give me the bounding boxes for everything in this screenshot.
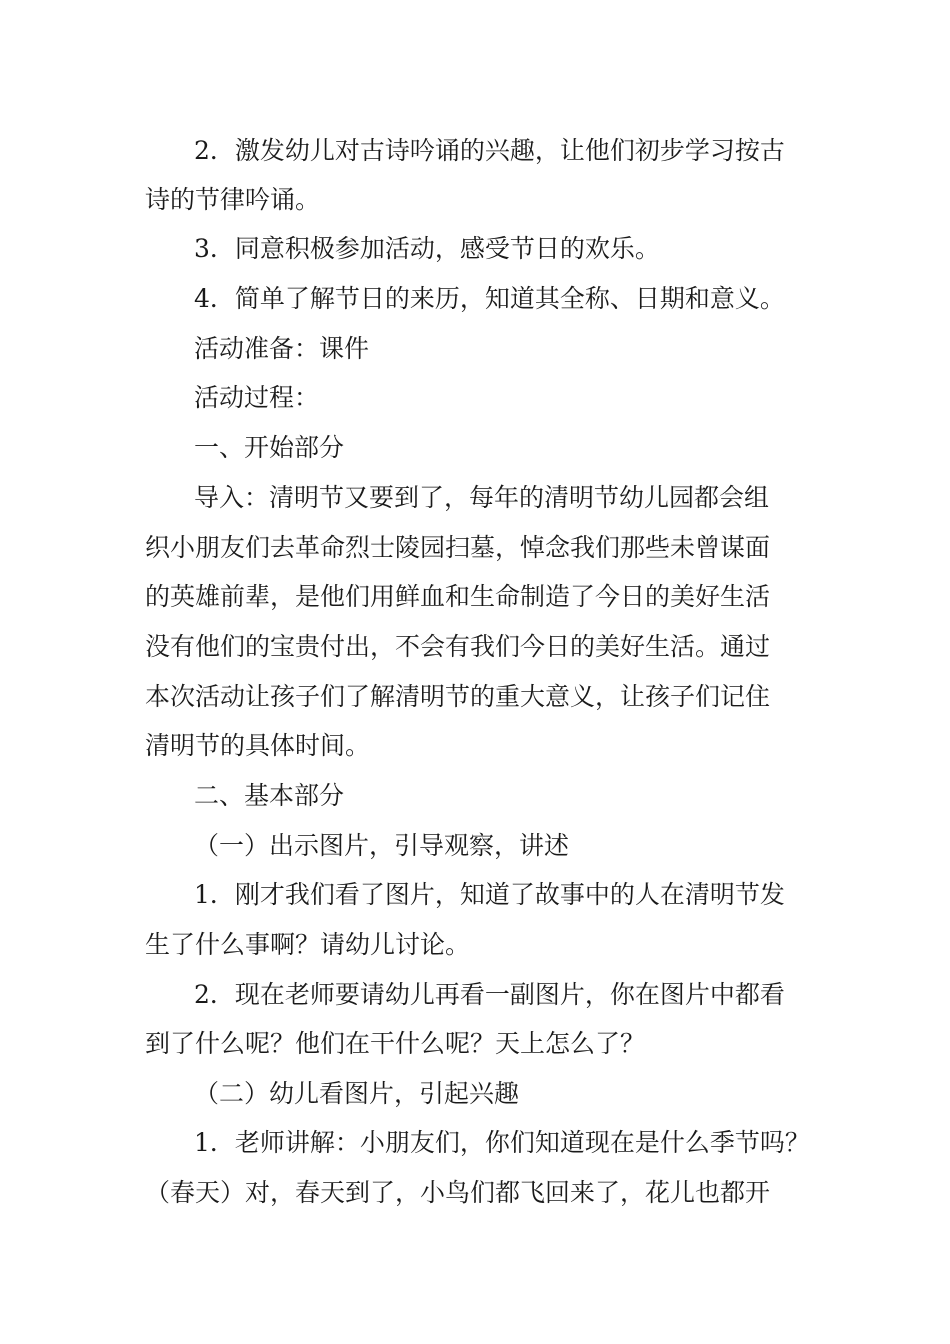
subsection-heading: （一）出示图片，引导观察，讲述 [194,831,570,860]
text-line: 生了什么事啊？请幼儿讨论。 [145,930,471,959]
text-line: （春天）对，春天到了，小鸟们都飞回来了，花儿也都开 [145,1178,771,1207]
text-line: 诗的节律吟诵。 [145,185,321,214]
text-line: 没有他们的宝贵付出，不会有我们今日的美好生活。通过 [145,632,771,661]
section-heading: 二、基本部分 [194,781,345,810]
section-heading: 一、开始部分 [194,433,345,462]
text-line: 2．现在老师要请幼儿再看一副图片，你在图片中都看 [194,980,785,1009]
text-line: 的英雄前辈，是他们用鲜血和生命制造了今日的美好生活 [145,582,771,611]
text-line: 4．简单了解节日的来历，知道其全称、日期和意义。 [194,284,785,313]
section-label: 活动准备：课件 [194,334,370,363]
text-line: 1．老师讲解：小朋友们，你们知道现在是什么季节吗？ [194,1128,810,1157]
text-line: 1．刚才我们看了图片，知道了故事中的人在清明节发 [194,880,785,909]
text-line: 3．同意积极参加活动，感受节日的欢乐。 [194,234,660,263]
text-line: 导入：清明节又要到了，每年的清明节幼儿园都会组 [194,483,770,512]
section-label: 活动过程： [194,383,320,412]
text-line: 清明节的具体时间。 [145,731,371,760]
text-line: 2．激发幼儿对古诗吟诵的兴趣，让他们初步学习按古 [194,136,785,165]
text-line: 织小朋友们去革命烈士陵园扫墓，悼念我们那些未曾谋面 [145,533,771,562]
text-line: 到了什么呢？他们在干什么呢？天上怎么了？ [145,1029,646,1058]
subsection-heading: （二）幼儿看图片，引起兴趣 [194,1079,520,1108]
text-line: 本次活动让孩子们了解清明节的重大意义，让孩子们记住 [145,682,771,711]
